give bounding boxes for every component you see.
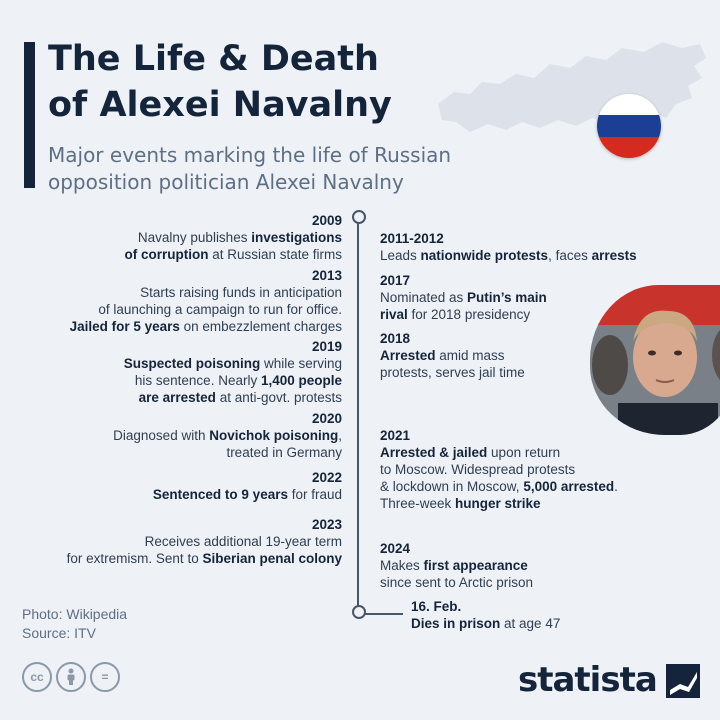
event-text: . [614,479,618,494]
credits [22,605,127,643]
event-highlight: first appearance [423,558,528,573]
event-year: 16. Feb. [411,599,462,614]
russia-map-icon [430,34,710,144]
timeline-event-left [42,516,342,567]
event-text: his sentence. Nearly [134,373,261,388]
event-text: for extremism. Sent to [66,551,203,566]
event-year: 2011-2012 [380,231,444,246]
event-line [380,461,700,478]
event-highlight: arrests [591,248,637,263]
event-text: for 2018 presidency [407,307,531,322]
event-text: Receives additional 19-year term [144,534,342,549]
event-year: 2022 [311,470,342,485]
event-highlight: of corruption [124,247,209,262]
event-highlight: Siberian penal colony [202,551,342,566]
event-highlight: nationwide protests [420,248,549,263]
event-text: at anti-govt. protests [215,390,342,405]
flag-stripe-red [597,137,661,158]
flag-stripe-blue [597,115,661,136]
event-line [380,495,700,512]
timeline-event-left [42,410,342,461]
event-highlight: Jailed for 5 years [69,319,180,334]
event-line [42,486,342,503]
event-line [380,574,700,591]
event-line [42,246,342,263]
event-line [411,615,720,632]
event-text: on embezzlement charges [179,319,342,334]
event-text: Nominated as [380,290,468,305]
statista-logo-text[interactable]: statista [518,660,657,700]
event-year: 2009 [311,213,342,228]
event-year: 2021 [380,428,411,443]
event-highlight: Arrested & jailed [380,445,488,460]
event-line [42,444,342,461]
event-highlight: investigations [251,230,342,245]
event-line [42,372,342,389]
event-line [42,533,342,550]
timeline-event-left [42,212,342,263]
timeline-event-left [42,267,342,335]
timeline-event-right [380,540,700,591]
event-text: protests, serves jail time [380,365,525,380]
event-text: treated in Germany [226,445,342,460]
timeline-line [357,218,359,614]
event-year: 2017 [380,273,411,288]
event-text: , [338,428,342,443]
event-text: Three-week [380,496,456,511]
event-text: Starts raising funds in anticipation [140,285,342,300]
event-highlight: Suspected poisoning [123,356,261,371]
page-subtitle [48,142,508,196]
event-highlight: Arrested [380,348,436,363]
event-text: upon return [487,445,561,460]
event-highlight: rival [380,307,408,322]
event-line [42,550,342,567]
event-year: 2023 [311,517,342,532]
navalny-photo [590,285,720,435]
event-text: amid mass [435,348,505,363]
event-text: , faces [548,248,592,263]
event-line [380,557,700,574]
event-text: Makes [380,558,424,573]
event-text: Diagnosed with [113,428,210,443]
event-highlight: are arrested [138,390,216,405]
page-title [48,36,478,128]
license-icons [22,662,120,692]
event-line [42,355,342,372]
timeline-event-right [380,427,700,512]
photo-credit: Photo: Wikipedia [22,606,128,622]
event-line [42,284,342,301]
no-derivatives-icon[interactable]: = [90,662,120,692]
russian-flag-icon [597,94,661,158]
event-text: while serving [260,356,342,371]
timeline-event-left [42,469,342,503]
event-text: Leads [380,248,421,263]
event-text: of launching a campaign to run for office. [98,302,342,317]
event-highlight: Putin’s main [467,290,547,305]
event-highlight: Dies in prison [411,616,501,631]
timeline-event-left [42,338,342,406]
event-line [380,247,700,264]
subtitle-line-1: Major events marking the life of Russian [48,143,452,167]
event-highlight: Novichok poisoning [209,428,339,443]
event-year: 2020 [311,411,342,426]
source-credit: Source: ITV [22,625,96,641]
creative-commons-icon[interactable]: cc [22,662,52,692]
event-text: at age 47 [500,616,561,631]
event-text: to Moscow. Widespread protests [380,462,576,477]
attribution-icon[interactable] [56,662,86,692]
title-line-2: of Alexei Navalny [48,85,392,125]
event-line [380,478,700,495]
event-year: 2018 [380,331,411,346]
event-line [42,318,342,335]
timeline-node-icon [352,210,366,224]
timeline-connector [365,613,403,615]
timeline-node-icon [352,605,366,619]
event-text: & lockdown in Moscow, [380,479,524,494]
event-line [42,427,342,444]
event-year: 2024 [380,541,411,556]
event-line [42,389,342,406]
title-accent-bar [24,42,35,188]
event-text: since sent to Arctic prison [380,575,534,590]
timeline-event-right [411,598,720,632]
event-highlight: hunger strike [455,496,541,511]
event-year: 2019 [311,339,342,354]
event-text: at Russian state firms [208,247,342,262]
event-text: for fraud [287,487,342,502]
event-highlight: 1,400 people [260,373,342,388]
event-line [42,229,342,246]
event-year: 2013 [311,268,342,283]
statista-logo-icon [666,664,700,698]
event-text: Navalny publishes [137,230,252,245]
event-highlight: 5,000 arrested [523,479,615,494]
event-highlight: Sentenced to 9 years [152,487,288,502]
event-line [42,301,342,318]
timeline-event-right [380,230,700,264]
title-line-1: The Life & Death [48,39,379,79]
event-line [380,444,700,461]
subtitle-line-2: opposition politician Alexei Navalny [48,170,404,194]
